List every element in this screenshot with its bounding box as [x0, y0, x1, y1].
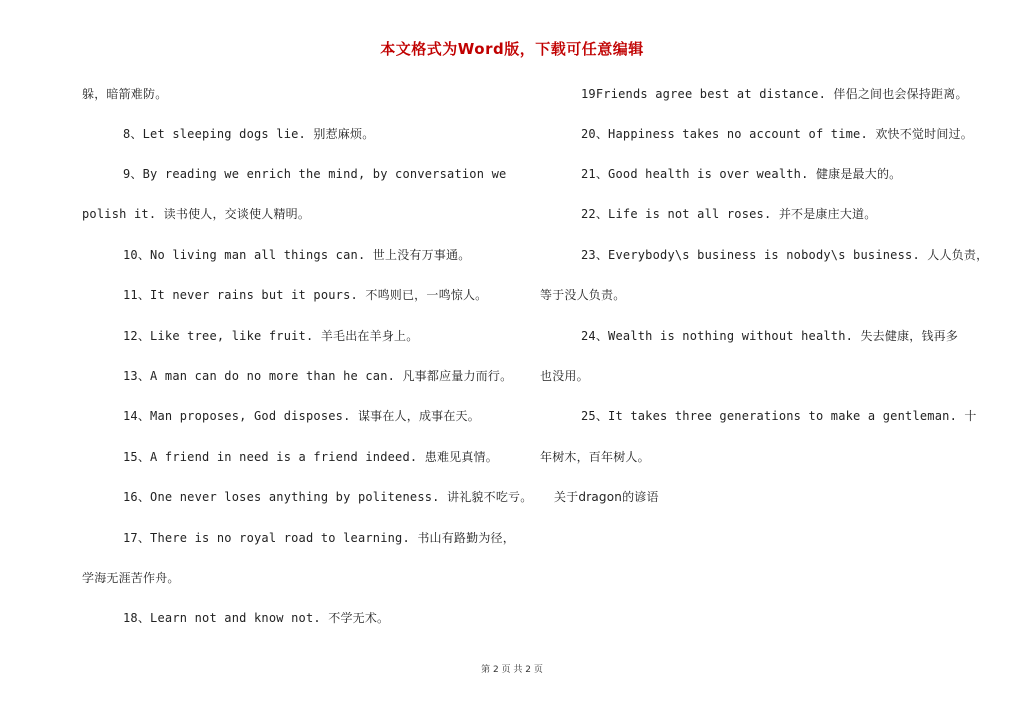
- text-line: 17、There is no royal road to learning. 书山有路勤为径，: [123, 531, 515, 545]
- text-line: 躲，暗箭难防。: [82, 87, 168, 101]
- text-line: 24、Wealth is nothing without health. 失去健康，钱再多: [581, 329, 959, 343]
- text-line: 22、Life is not all roses. 并不是康庄大道。: [581, 207, 877, 221]
- text-line: 也没用。: [540, 369, 589, 383]
- text-line: 19Friends agree best at distance. 伴侣之间也会保持距离。: [581, 87, 968, 101]
- text-line: 25、It takes three generations to make a gentleman. 十: [581, 409, 977, 423]
- text-line: 9、By reading we enrich the mind, by conversation we: [123, 167, 507, 181]
- text-line: 23、Everybody\s business is nobody\s business. 人人负责，: [581, 248, 989, 262]
- text-line: 20、Happiness takes no account of time. 欢快不觉时间过。: [581, 127, 973, 141]
- text-line: 15、A friend in need is a friend indeed. 患难见真情。: [123, 450, 498, 464]
- text-line: 12、Like tree, like fruit. 羊毛出在羊身上。: [123, 329, 419, 343]
- text-line: 年树木，百年树人。: [540, 450, 650, 464]
- text-line: 18、Learn not and know not. 不学无术。: [123, 611, 390, 625]
- text-line: 14、Man proposes, God disposes. 谋事在人，成事在天。: [123, 409, 480, 423]
- text-line: 16、One never loses anything by politeness. 讲礼貌不吃亏。: [123, 490, 533, 504]
- text-line: 8、Let sleeping dogs lie. 别惹麻烦。: [123, 127, 375, 141]
- document-header: 本文格式为Word版，下载可任意编辑: [380, 40, 644, 58]
- text-line: 学海无涯苦作舟。: [82, 571, 180, 585]
- page-footer: 第 2 页 共 2 页: [481, 665, 543, 675]
- text-line: 10、No living man all things can. 世上没有万事通。: [123, 248, 471, 262]
- text-line: 等于没人负责。: [540, 288, 626, 302]
- text-line: 21、Good health is over wealth. 健康是最大的。: [581, 167, 902, 181]
- text-line: polish it. 读书使人，交谈使人精明。: [82, 207, 311, 221]
- section-heading: 关于dragon的谚语: [554, 490, 659, 504]
- text-line: 13、A man can do no more than he can. 凡事都应量力而行。: [123, 369, 513, 383]
- text-line: 11、It never rains but it pours. 不鸣则已，一鸣惊人。: [123, 288, 488, 302]
